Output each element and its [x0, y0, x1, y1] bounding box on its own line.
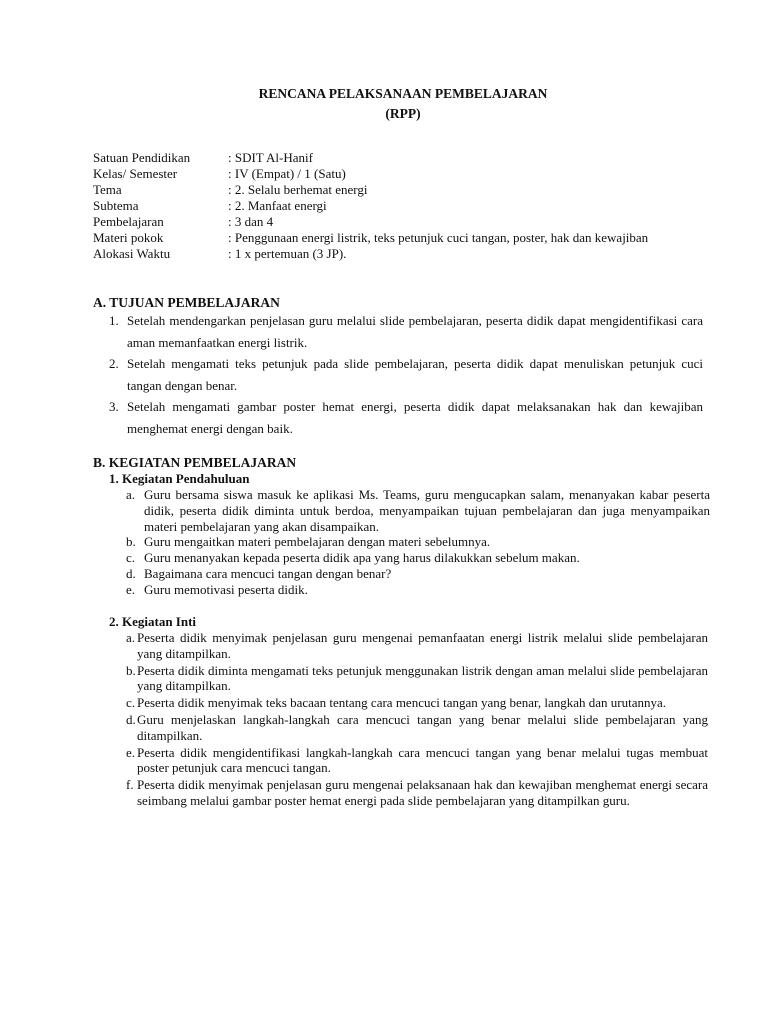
identity-value: : 2. Selalu berhemat energi — [228, 182, 368, 197]
identity-label: Alokasi Waktu — [93, 246, 171, 261]
item-number: 3. — [109, 399, 119, 414]
item-marker: e. — [126, 744, 136, 760]
list-item — [126, 777, 708, 809]
identity-label: Satuan Pendidikan — [93, 150, 191, 165]
identity-label: Kelas/ Semester — [93, 166, 178, 181]
item-marker: a. — [126, 630, 136, 645]
list-item — [126, 712, 708, 744]
pendahuluan-heading: 1. Kegiatan Pendahuluan — [109, 471, 250, 486]
identity-value: : SDIT Al-Hanif — [228, 150, 313, 165]
item-number: 1. — [109, 313, 119, 328]
identity-label: Tema — [93, 182, 122, 197]
identity-value: : 2. Manfaat energi — [228, 198, 327, 213]
list-item — [109, 353, 703, 396]
identity-value: : 3 dan 4 — [228, 214, 274, 229]
identity-value: : IV (Empat) / 1 (Satu) — [228, 166, 346, 181]
identity-row — [93, 182, 648, 198]
identity-row — [93, 198, 648, 214]
identity-row — [93, 166, 648, 182]
item-marker: d. — [126, 711, 136, 727]
item-text: Peserta didik menyimak penjelasan guru mengenai pemanfaatan energi listrik melalui slide pembelajaran yang ditampilkan. — [137, 630, 708, 661]
item-text: Peserta didik menyimak teks bacaan tentang cara mencuci tangan yang benar, langkah dan urutannya. — [137, 695, 667, 711]
list-item — [126, 663, 708, 695]
identity-row — [93, 230, 648, 246]
list-item — [126, 487, 710, 534]
identity-label: Pembelajaran — [93, 214, 164, 229]
identity-row — [93, 246, 648, 262]
item-text: Setelah mengamati teks petunjuk pada slide pembelajaran, peserta didik dapat menuliskan petunjuk cuci tangan dengan benar. — [127, 356, 703, 393]
section-b-heading: B. KEGIATAN PEMBELAJARAN — [93, 455, 297, 470]
item-marker: b. — [126, 662, 136, 678]
identity-row — [93, 214, 648, 230]
inti-heading: 2. Kegiatan Inti — [109, 614, 197, 629]
item-text: Guru memotivasi peserta didik. — [144, 581, 308, 597]
identity-row — [93, 150, 648, 166]
list-item — [126, 534, 710, 550]
item-marker: a. — [126, 487, 136, 502]
item-marker: b. — [126, 534, 136, 550]
list-item — [109, 396, 703, 439]
list-item — [109, 310, 703, 353]
identity-value: : 1 x pertemuan (3 JP). — [228, 246, 347, 261]
identity-label: Subtema — [93, 198, 139, 213]
pendahuluan-list — [126, 487, 710, 598]
item-text: Guru menanyakan kepada peserta didik apa yang harus dilakukkan sebelum makan. — [144, 550, 580, 566]
inti-list — [126, 630, 708, 810]
item-text: Peserta didik menyimak penjelasan guru mengenai pelaksanaan hak dan kewajiban menghemat energi secara seimbang melalui gambar poster hemat energi pada slide pembelajaran yang ditampilkan guru. — [137, 777, 708, 808]
item-marker: d. — [126, 565, 136, 581]
list-item — [126, 566, 710, 582]
item-text: Guru bersama siswa masuk ke aplikasi Ms. Teams, guru mengucapkan salam, menanyakan kabar peserta didik, peserta didik diminta untuk berdoa, menyampaikan tujuan pembelajaran dan juga menyampaikan materi pembelajaran yang akan disampaikan. — [144, 487, 710, 534]
goals-list — [109, 310, 703, 439]
identity-value: : Penggunaan energi listrik, teks petunjuk cuci tangan, poster, hak dan kewajiban — [228, 230, 649, 245]
item-text: Setelah mendengarkan penjelasan guru melalui slide pembelajaran, peserta didik dapat mengidentifikasi cara aman memanfaatkan energi listrik. — [127, 313, 703, 350]
list-item — [126, 745, 708, 777]
item-text: Peserta didik mengidentifikasi langkah-langkah cara mencuci tangan yang benar melalui tugas membuat poster petunjuk cara mencuci tangan. — [137, 744, 708, 776]
item-text: Setelah mengamati gambar poster hemat energi, peserta didik dapat melaksanakan hak dan kewajiban menghemat energi dengan baik. — [127, 399, 703, 436]
list-item — [126, 695, 708, 711]
list-item — [126, 550, 710, 566]
document-title: RENCANA PELAKSANAAN PEMBELAJARAN — [258, 86, 548, 101]
item-marker: e. — [126, 581, 136, 597]
item-text: Guru mengaitkan materi pembelajaran dengan materi sebelumnya. — [144, 534, 491, 550]
item-marker: c. — [126, 695, 136, 711]
item-text: Guru menjelaskan langkah-langkah cara mencuci tangan yang benar melalui slide pembelajaran yang ditampilkan. — [137, 711, 708, 743]
item-text: Bagaimana cara mencuci tangan dengan benar? — [144, 565, 392, 581]
document-subtitle: (RPP) — [385, 106, 421, 121]
identity-label: Materi pokok — [93, 230, 164, 245]
item-number: 2. — [109, 356, 119, 371]
item-text: Peserta didik diminta mengamati teks petunjuk menggunakan listrik dengan aman melalui slide pembelajaran yang ditampilkan. — [137, 662, 708, 694]
section-a-heading: A. TUJUAN PEMBELAJARAN — [93, 295, 280, 310]
list-item — [126, 630, 708, 662]
list-item — [126, 582, 710, 598]
item-marker: c. — [126, 550, 136, 566]
identity-table — [93, 150, 648, 262]
item-marker: f. — [126, 777, 134, 793]
